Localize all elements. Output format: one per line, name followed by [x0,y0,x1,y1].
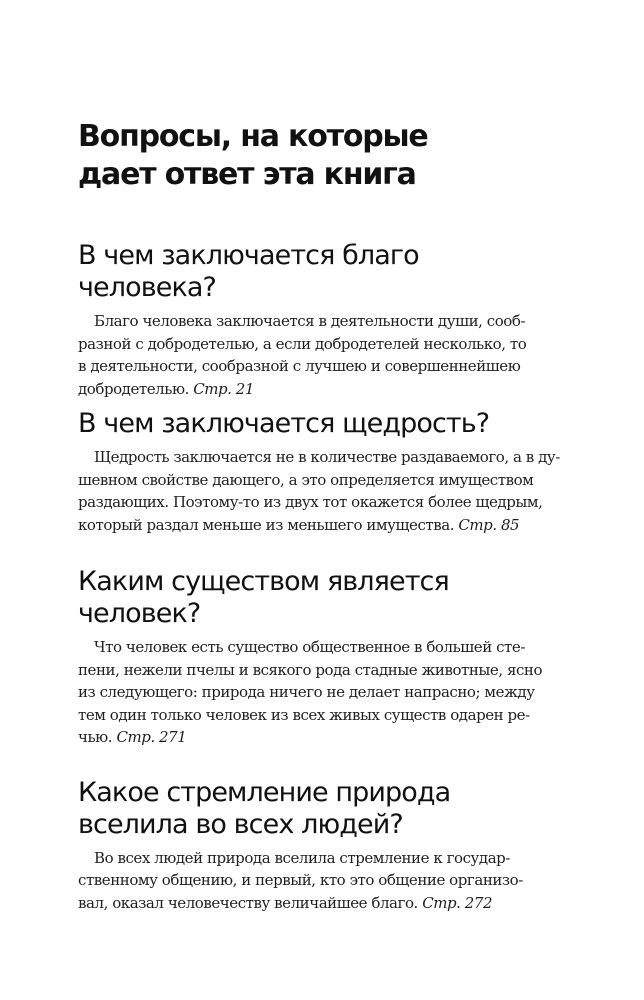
answer-line: в деятельности, сообразной с лучшею и совершеннейшею [78,357,521,375]
answer-last-line [78,726,566,749]
question-heading [78,408,566,440]
page-reference: Стр. 85 [458,515,520,534]
answer-line: Щедрость заключается не в количестве раздаваемого, а в ду- [94,448,560,466]
question-line: Каким существом является [78,566,449,597]
question-heading [78,240,566,304]
page-title-line: Вопросы, на которые [78,119,428,154]
qa-section-nature-of-man [78,566,566,749]
qa-section-social-drive [78,777,566,915]
answer-line: тем один только человек из всех живых существ одарен ре- [78,705,530,724]
answer-line-text: который раздал меньше из меньшего имущества. [78,515,459,534]
answer-line: раздающих. Поэтому-то из двух тот окажется более щедрым, [78,493,543,511]
answer-line-text: добродетелью. [78,379,194,398]
answer-last-line [78,514,566,537]
answer-line: Что человек есть существо общественное в большей сте- [94,638,525,656]
question-heading [78,566,566,630]
question-line: человек? [78,598,201,629]
answer-line: пени, нежели пчелы и всякого рода стадные животные, ясно [78,660,543,679]
answer-text [78,310,566,400]
answer-line-text: вал, оказал человечеству величайшее благо. [78,893,423,912]
question-line: В чем заключается благо [78,240,419,271]
answer-line: ственному общению, и первый, кто это общение организо- [78,871,523,889]
question-line: Какое стремление природа [78,776,451,808]
page-reference: Стр. 21 [193,379,254,398]
answer-line: разной с добродетелью, а если добродетелей несколько, то [78,334,527,353]
book-page [78,118,566,914]
question-line: вселила во всех людей? [78,808,403,840]
answer-last-line [78,892,566,915]
qa-section-generosity [78,408,566,536]
page-reference: Стр. 272 [422,893,493,912]
answer-text [78,446,566,536]
qa-section-good-of-man [78,240,566,400]
page-title [78,118,566,194]
question-line: человека? [78,272,216,303]
answer-last-line [78,378,566,401]
answer-line: из следующего: природа ничего не делает напрасно; между [78,683,535,701]
answer-line: Благо человека заключается в деятельности души, сооб- [94,312,526,330]
answer-line: шевном свойстве дающего, а это определяется имуществом [78,470,534,489]
question-heading [78,777,566,841]
question-line: В чем заключается щедрость? [78,408,490,439]
answer-text [78,847,566,915]
answer-text [78,636,566,749]
answer-line: Во всех людей природа вселила стремление к государ- [94,848,510,867]
page-reference: Стр. 271 [116,728,187,746]
answer-line-text: чью. [78,728,117,746]
page-title-line: дает ответ эта книга [78,157,416,192]
